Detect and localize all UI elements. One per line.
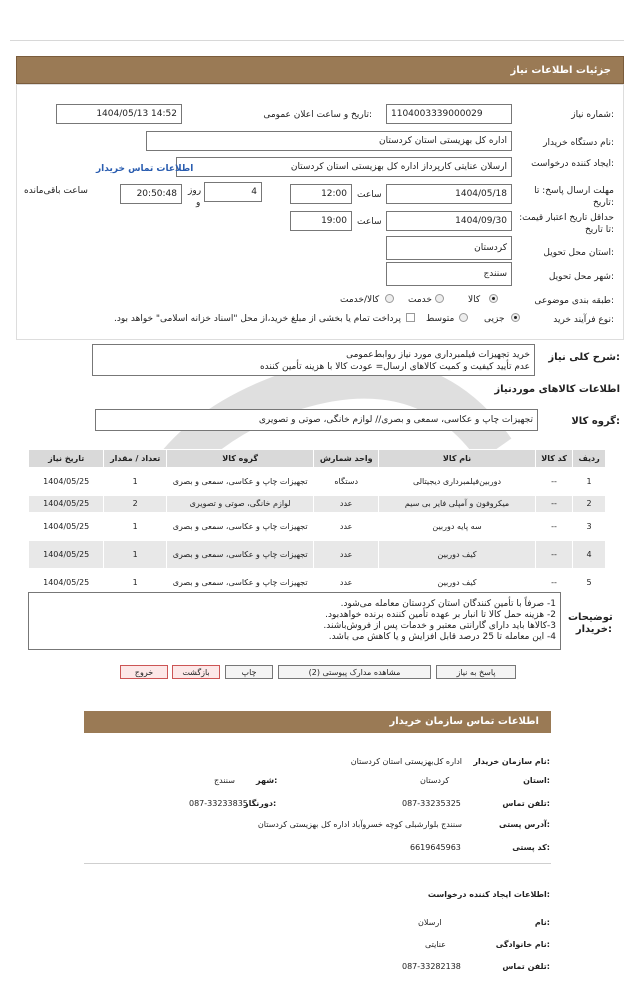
cell-row: 5	[573, 569, 606, 597]
note-line-1: 1- صرفاً با تأمین کنندگان استان کردستان معامله می‌شود.	[340, 599, 556, 609]
table-row	[29, 541, 606, 569]
contact-org-label: نام سازمان خریدار:	[473, 757, 550, 766]
cell-unit: عدد	[314, 541, 379, 569]
cell-name: سه پایه دوربین	[379, 513, 536, 541]
creator-field: ارسلان عنایتی کارپرداز اداره کل بهزیستی استان کردستان	[176, 157, 512, 177]
creator-phone-value: 087-33282138	[402, 962, 461, 971]
days-label: روز	[188, 186, 202, 196]
payment-note: پرداخت تمام یا بخشی از مبلغ خرید،از محل "اسناد خزانه اسلامی" خواهد بود.	[113, 314, 401, 324]
validity-time-label: ساعت	[357, 217, 382, 227]
summary-line-2: عدم تأیید کیفیت و کمیت کالاهای ارسال= عودت کالا با هزینه تأمین کننده	[259, 362, 530, 372]
category-option-both: کالا/خدمت	[340, 295, 380, 305]
creator-info-title: اطلاعات ایجاد کننده درخواست:	[427, 890, 550, 899]
col-group: گروه کالا	[166, 450, 313, 468]
validity-label: حداقل تاریخ اعتبار قیمت: تا تاریخ:	[519, 213, 614, 235]
goods-section-title: اطلاعات کالاهای موردنیاز	[494, 384, 620, 395]
col-row: ردیف	[573, 450, 606, 468]
cell-date: 1404/05/25	[29, 468, 104, 496]
city-label: شهر محل تحویل:	[548, 272, 614, 282]
cell-unit: عدد	[314, 513, 379, 541]
process-option-medium: متوسط	[426, 314, 455, 324]
contact-province-label: استان:	[523, 776, 550, 785]
category-label: طبقه بندی موضوعی:	[534, 296, 614, 306]
need-number-field: 1104003339000029	[386, 104, 512, 124]
province-field: کردستان	[386, 236, 512, 260]
contact-address-value: سنندج بلوارشبلی کوچه خسروآباد اداره کل بهزیستی کردستان	[257, 820, 462, 829]
buyer-label: نام دستگاه خریدار:	[543, 138, 614, 148]
contact-address-label: آدرس پستی:	[499, 820, 550, 829]
deadline-label: مهلت ارسال پاسخ: تا تاریخ:	[534, 186, 614, 208]
treasury-checkbox[interactable]	[406, 313, 415, 322]
contact-phone-label: تلفن تماس:	[502, 799, 550, 808]
process-radio-medium[interactable]	[459, 313, 468, 322]
category-option-goods: کالا	[468, 295, 481, 305]
deadline-time-label: ساعت	[357, 190, 382, 200]
contact-org-value: اداره کل‌بهزیستی استان کردستان	[350, 757, 462, 766]
print-button[interactable]: چاپ	[225, 665, 273, 679]
cell-name: دوربین‌فیلمبرداری دیجیتالی	[379, 468, 536, 496]
attachments-button[interactable]: مشاهده مدارک پیوستی (2)	[278, 665, 431, 679]
and-label: و	[196, 198, 201, 208]
back-button[interactable]: بازگشت	[172, 665, 220, 679]
category-radio-goods[interactable]	[489, 294, 498, 303]
buyer-contact-link[interactable]: اطلاعات تماس خریدار	[96, 164, 194, 174]
page-header: جزئیات اطلاعات نیاز	[16, 56, 624, 84]
cell-date: 1404/05/25	[29, 541, 104, 569]
cell-qty: 1	[104, 569, 167, 597]
contact-postal-value: 6619645963	[410, 843, 461, 852]
creator-label: ایجاد کننده درخواست:	[531, 159, 614, 169]
days-field: 4	[204, 182, 262, 202]
cell-group: تجهیزات چاپ و عکاسی، سمعی و بصری	[166, 468, 313, 496]
cell-group: لوازم خانگی، صوتی و تصویری	[166, 496, 313, 513]
goods-group-field: تجهیزات چاپ و عکاسی، سمعی و بصری// لوازم خانگی، صوتی و تصویری	[95, 409, 538, 431]
goods-table	[28, 449, 606, 597]
note-line-3: 3-کالاها باید دارای گارانتی معتبر و خدمات پس از فروش‌باشند.	[323, 621, 556, 631]
category-radio-service[interactable]	[435, 294, 444, 303]
summary-box	[92, 344, 535, 376]
validity-date-field: 1404/09/30	[386, 211, 512, 231]
contact-city-label: شهر:	[256, 776, 278, 785]
contact-divider	[84, 863, 551, 864]
note-line-2: 2- هزینه حمل کالا تا انبار بر عهده تأمین کننده برنده خواهدبود.	[325, 610, 556, 620]
goods-group-label: گروه کالا:	[571, 416, 620, 427]
need-number-label: شماره نیاز:	[571, 110, 614, 120]
table-row	[29, 496, 606, 513]
buyer-field: اداره کل بهزیستی استان کردستان	[146, 131, 512, 151]
cell-name: کیف دوربین	[379, 541, 536, 569]
cell-code: --	[536, 513, 573, 541]
cell-unit: عدد	[314, 496, 379, 513]
cell-date: 1404/05/25	[29, 496, 104, 513]
notes-label: توضیحات خریدار:	[568, 612, 613, 635]
validity-time-field: 19:00	[290, 211, 352, 231]
contact-postal-label: کد پستی:	[512, 843, 550, 852]
cell-code: --	[536, 496, 573, 513]
cell-code: --	[536, 569, 573, 597]
cell-qty: 2	[104, 496, 167, 513]
col-qty: تعداد / مقدار	[104, 450, 167, 468]
announce-field: 1404/05/13 14:52	[56, 104, 182, 124]
contact-fax-value: 087-33233835	[189, 799, 248, 808]
table-row	[29, 513, 606, 541]
cell-group: تجهیزات چاپ و عکاسی، سمعی و بصری	[166, 569, 313, 597]
cell-date: 1404/05/25	[29, 569, 104, 597]
col-date: تاریخ نیاز	[29, 450, 104, 468]
cell-date: 1404/05/25	[29, 513, 104, 541]
col-name: نام کالا	[379, 450, 536, 468]
remaining-field: 20:50:48	[120, 184, 182, 204]
col-code: کد کالا	[536, 450, 573, 468]
table-row	[29, 468, 606, 496]
summary-label: شرح کلی نیاز:	[548, 352, 620, 363]
creator-phone-label: تلفن تماس:	[502, 962, 550, 971]
cell-group: تجهیزات چاپ و عکاسی، سمعی و بصری	[166, 513, 313, 541]
creator-family-label: نام خانوادگی:	[495, 940, 550, 949]
deadline-time-field: 12:00	[290, 184, 352, 204]
category-option-service: خدمت	[408, 295, 432, 305]
notes-box	[28, 592, 561, 650]
cell-group: تجهیزات چاپ و عکاسی، سمعی و بصری	[166, 541, 313, 569]
contact-phone-value: 087-33235325	[402, 799, 461, 808]
cell-name: کیف دوربین	[379, 569, 536, 597]
cell-row: 3	[573, 513, 606, 541]
cell-name: میکروفون و آمپلی فایر بی سیم	[379, 496, 536, 513]
category-radio-both[interactable]	[385, 294, 394, 303]
process-option-minor: جزیی	[484, 314, 505, 324]
cell-unit: دستگاه	[314, 468, 379, 496]
province-label: استان محل تحویل:	[543, 248, 614, 258]
note-line-4: 4- این معامله تا 25 درصد قابل افزایش و یا کاهش می باشد.	[328, 632, 556, 642]
contact-header: اطلاعات تماس سازمان خریدار	[84, 711, 551, 733]
cell-unit: عدد	[314, 569, 379, 597]
city-field: سنندج	[386, 262, 512, 286]
deadline-date-field: 1404/05/18	[386, 184, 512, 204]
cell-row: 2	[573, 496, 606, 513]
goods-table-header	[29, 450, 606, 468]
col-unit: واحد شمارش	[314, 450, 379, 468]
cell-qty: 1	[104, 513, 167, 541]
reply-button[interactable]: پاسخ به نیاز	[436, 665, 516, 679]
creator-name-value: ارسلان	[418, 918, 442, 927]
cell-code: --	[536, 468, 573, 496]
process-label: نوع فرآیند خرید:	[553, 315, 614, 325]
contact-province-value: کردستان	[420, 776, 450, 785]
remaining-label: ساعت باقی‌مانده	[24, 186, 88, 196]
summary-line-1: خرید تجهیزات فیلمبرداری مورد نیاز روابط‌عمومی	[346, 350, 530, 360]
contact-city-value: سنندج	[214, 776, 235, 785]
creator-name-label: نام:	[534, 918, 550, 927]
cell-code: --	[536, 541, 573, 569]
cell-row: 4	[573, 541, 606, 569]
cell-qty: 1	[104, 468, 167, 496]
cell-qty: 1	[104, 541, 167, 569]
process-radio-minor[interactable]	[511, 313, 520, 322]
exit-button[interactable]: خروج	[120, 665, 168, 679]
top-divider	[10, 40, 624, 41]
announce-label: تاریخ و ساعت اعلان عمومی:	[263, 110, 372, 120]
contact-fax-label: دورنگار:	[244, 799, 277, 808]
cell-row: 1	[573, 468, 606, 496]
creator-family-value: عنایتی	[425, 940, 446, 949]
